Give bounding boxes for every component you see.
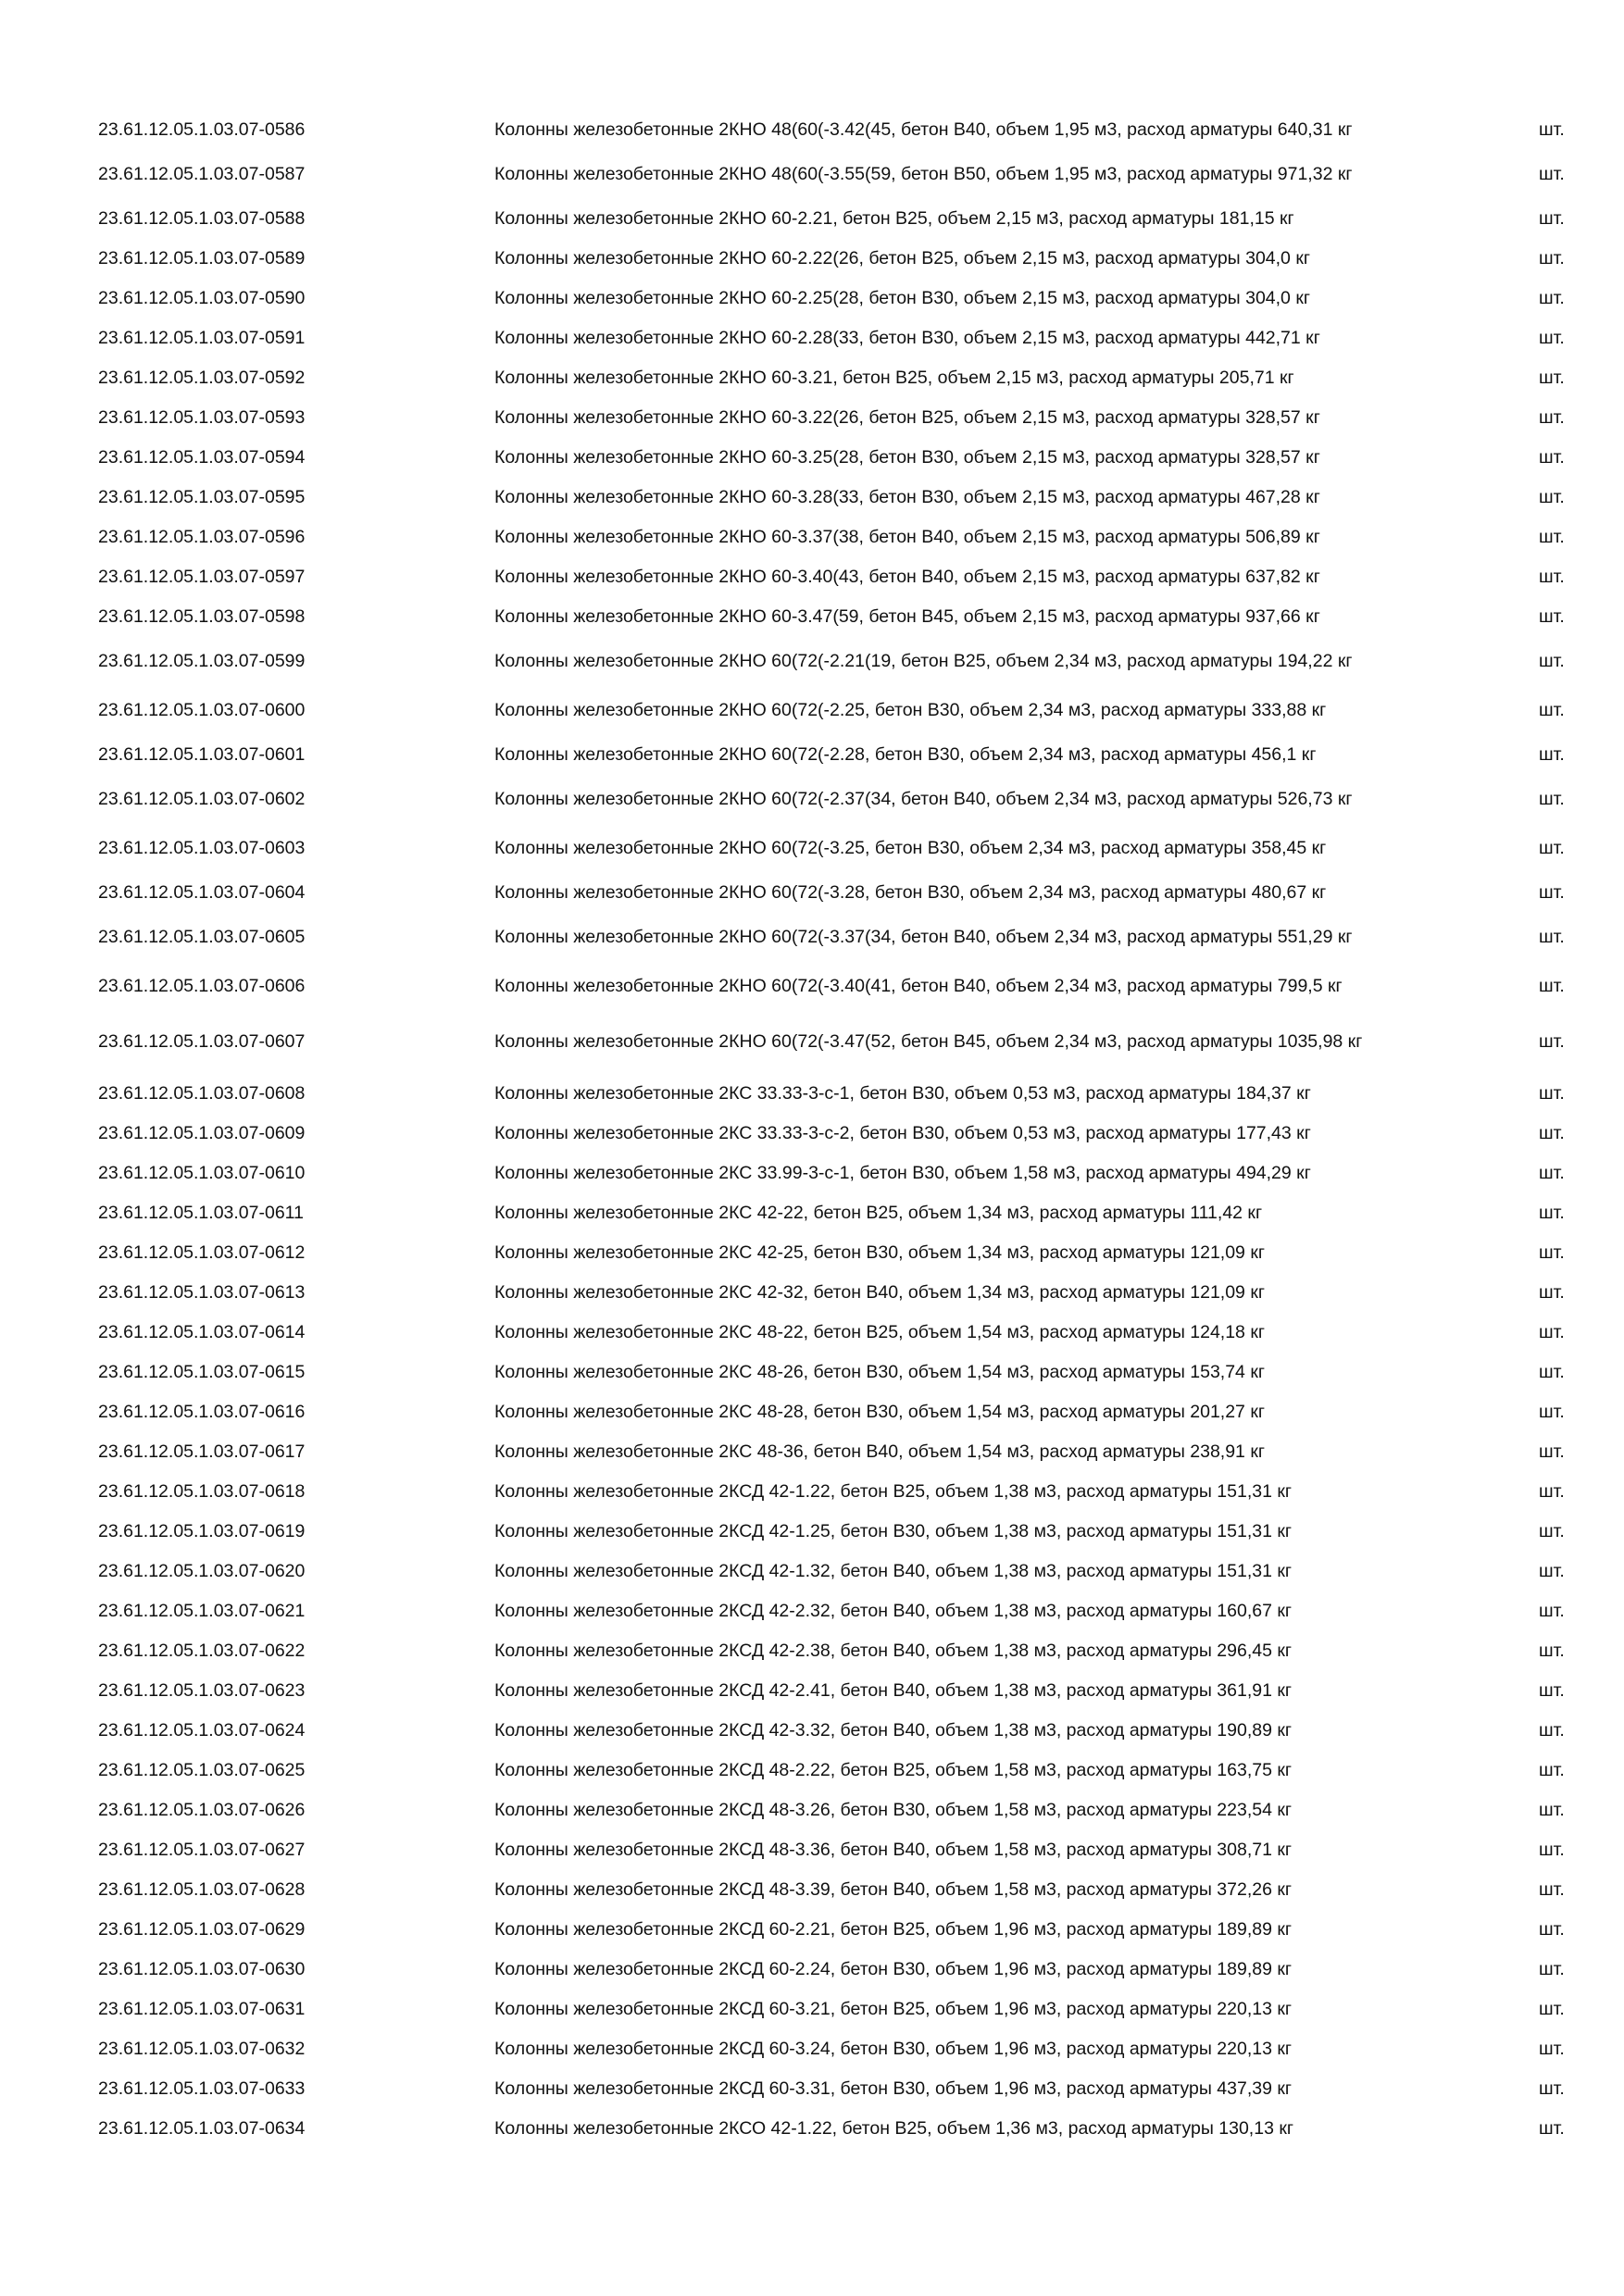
row-name: Колонны железобетонные 2КСД 42-2.38, бетон В40, объем 1,38 м3, расход арматуры 296,45 кг <box>494 1640 1293 1661</box>
table-row <box>0 1591 1624 1630</box>
table-row <box>0 774 1624 823</box>
row-unit: шт. <box>1539 327 1565 348</box>
row-unit: шт. <box>1539 1520 1565 1541</box>
row-name: Колонны железобетонные 2КНО 60-2.22(26, бетон В25, объем 2,15 м3, расход арматуры 304,0 кг <box>494 247 1310 268</box>
row-unit: шт. <box>1539 1600 1565 1621</box>
row-unit: шт. <box>1539 119 1565 140</box>
row-name: Колонны железобетонные 2КСД 42-2.41, бетон В40, объем 1,38 м3, расход арматуры 361,91 кг <box>494 1679 1293 1701</box>
row-unit: шт. <box>1539 1281 1565 1303</box>
row-name: Колонны железобетонные 2КС 42-32, бетон В40, объем 1,34 м3, расход арматуры 121,09 кг <box>494 1281 1265 1303</box>
row-name: Колонны железобетонные 2КС 48-26, бетон В30, объем 1,54 м3, расход арматуры 153,74 кг <box>494 1361 1265 1382</box>
row-name: Колонны железобетонные 2КС 33.33-3-с-1, бетон В30, объем 0,53 м3, расход арматуры 184,37 кг <box>494 1082 1311 1104</box>
row-name: Колонны железобетонные 2КСД 42-2.32, бетон В40, объем 1,38 м3, расход арматуры 160,67 кг <box>494 1600 1293 1621</box>
row-code: 23.61.12.05.1.03.07-0617 <box>98 1441 306 1462</box>
table-row <box>0 278 1624 318</box>
row-code: 23.61.12.05.1.03.07-0621 <box>98 1600 306 1621</box>
table-row <box>0 2028 1624 2068</box>
table-row <box>0 1670 1624 1710</box>
row-unit: шт. <box>1539 1839 1565 1860</box>
row-code: 23.61.12.05.1.03.07-0587 <box>98 163 306 184</box>
price-table <box>0 109 1624 2148</box>
table-row <box>0 198 1624 238</box>
table-row <box>0 912 1624 961</box>
row-code: 23.61.12.05.1.03.07-0611 <box>98 1202 304 1223</box>
row-name: Колонны железобетонные 2КНО 60(72(-2.25, бетон В30, объем 2,34 м3, расход арматуры 333,88 кг <box>494 699 1327 720</box>
table-row <box>0 1073 1624 1113</box>
row-unit: шт. <box>1539 1321 1565 1342</box>
row-name: Колонны железобетонные 2КНО 60-2.21, бетон В25, объем 2,15 м3, расход арматуры 181,15 кг <box>494 207 1294 229</box>
row-name: Колонны железобетонные 2КСД 48-2.22, бетон В25, объем 1,58 м3, расход арматуры 163,75 кг <box>494 1759 1293 1780</box>
table-row <box>0 109 1624 149</box>
row-unit: шт. <box>1539 406 1565 428</box>
table-row <box>0 1989 1624 2028</box>
row-unit: шт. <box>1539 1719 1565 1741</box>
row-code: 23.61.12.05.1.03.07-0586 <box>98 119 306 140</box>
row-name: Колонны железобетонные 2КСД 42-1.32, бетон В40, объем 1,38 м3, расход арматуры 151,31 кг <box>494 1560 1293 1581</box>
row-unit: шт. <box>1539 1918 1565 1940</box>
row-code: 23.61.12.05.1.03.07-0624 <box>98 1719 306 1741</box>
table-row <box>0 1869 1624 1909</box>
row-name: Колонны железобетонные 2КНО 60(72(-2.21(19, бетон В25, объем 2,34 м3, расход арматуры 194,22 кг <box>494 650 1353 671</box>
table-row <box>0 1829 1624 1869</box>
table-row <box>0 1312 1624 1352</box>
row-unit: шт. <box>1539 1361 1565 1382</box>
row-code: 23.61.12.05.1.03.07-0618 <box>98 1480 306 1502</box>
row-name: Колонны железобетонные 2КНО 60(72(-3.28, бетон В30, объем 2,34 м3, расход арматуры 480,67 кг <box>494 881 1327 903</box>
table-row <box>0 1232 1624 1272</box>
table-row <box>0 477 1624 517</box>
row-unit: шт. <box>1539 926 1565 947</box>
row-code: 23.61.12.05.1.03.07-0595 <box>98 486 306 507</box>
row-name: Колонны железобетонные 2КСД 48-3.36, бетон В40, объем 1,58 м3, расход арматуры 308,71 кг <box>494 1839 1293 1860</box>
row-name: Колонны железобетонные 2КНО 60(72(-3.25, бетон В30, объем 2,34 м3, расход арматуры 358,45 кг <box>494 837 1327 858</box>
row-code: 23.61.12.05.1.03.07-0592 <box>98 367 306 388</box>
row-code: 23.61.12.05.1.03.07-0596 <box>98 526 306 547</box>
table-row <box>0 636 1624 685</box>
table-row <box>0 1010 1624 1073</box>
row-unit: шт. <box>1539 699 1565 720</box>
row-name: Колонны железобетонные 2КНО 48(60(-3.55(59, бетон В50, объем 1,95 м3, расход арматуры 971,32 кг <box>494 163 1353 184</box>
table-row <box>0 556 1624 596</box>
row-unit: шт. <box>1539 1759 1565 1780</box>
table-row <box>0 517 1624 556</box>
row-unit: шт. <box>1539 605 1565 627</box>
row-unit: шт. <box>1539 367 1565 388</box>
row-code: 23.61.12.05.1.03.07-0603 <box>98 837 306 858</box>
row-name: Колонны железобетонные 2КНО 60(72(-3.40(41, бетон В40, объем 2,34 м3, расход арматуры 799,5 кг <box>494 975 1343 996</box>
table-row <box>0 1949 1624 1989</box>
row-name: Колонны железобетонные 2КСО 42-1.22, бетон В25, объем 1,36 м3, расход арматуры 130,13 кг <box>494 2117 1293 2139</box>
row-code: 23.61.12.05.1.03.07-0600 <box>98 699 306 720</box>
row-code: 23.61.12.05.1.03.07-0605 <box>98 926 306 947</box>
row-unit: шт. <box>1539 1162 1565 1183</box>
table-row <box>0 823 1624 872</box>
row-name: Колонны железобетонные 2КСД 42-1.22, бетон В25, объем 1,38 м3, расход арматуры 151,31 кг <box>494 1480 1293 1502</box>
row-code: 23.61.12.05.1.03.07-0616 <box>98 1401 306 1422</box>
row-name: Колонны железобетонные 2КНО 60(72(-3.37(34, бетон В40, объем 2,34 м3, расход арматуры 551,29 кг <box>494 926 1353 947</box>
table-row <box>0 1192 1624 1232</box>
row-code: 23.61.12.05.1.03.07-0625 <box>98 1759 306 1780</box>
row-code: 23.61.12.05.1.03.07-0598 <box>98 605 306 627</box>
row-name: Колонны железобетонные 2КНО 60-3.21, бетон В25, объем 2,15 м3, расход арматуры 205,71 кг <box>494 367 1294 388</box>
row-name: Колонны железобетонные 2КНО 60-3.28(33, бетон В30, объем 2,15 м3, расход арматуры 467,28 кг <box>494 486 1320 507</box>
row-unit: шт. <box>1539 1998 1565 2019</box>
table-row <box>0 685 1624 734</box>
row-unit: шт. <box>1539 1560 1565 1581</box>
row-name: Колонны железобетонные 2КСД 48-3.39, бетон В40, объем 1,58 м3, расход арматуры 372,26 кг <box>494 1878 1293 1900</box>
row-name: Колонны железобетонные 2КС 48-22, бетон В25, объем 1,54 м3, расход арматуры 124,18 кг <box>494 1321 1265 1342</box>
row-name: Колонны железобетонные 2КС 42-22, бетон В25, объем 1,34 м3, расход арматуры 111,42 кг <box>494 1202 1263 1223</box>
row-code: 23.61.12.05.1.03.07-0627 <box>98 1839 306 1860</box>
row-name: Колонны железобетонные 2КСД 42-1.25, бетон В30, объем 1,38 м3, расход арматуры 151,31 кг <box>494 1520 1293 1541</box>
row-unit: шт. <box>1539 207 1565 229</box>
row-code: 23.61.12.05.1.03.07-0609 <box>98 1122 306 1143</box>
row-name: Колонны железобетонные 2КНО 60-2.28(33, бетон В30, объем 2,15 м3, расход арматуры 442,71 кг <box>494 327 1320 348</box>
table-row <box>0 1431 1624 1471</box>
row-name: Колонны железобетонные 2КСД 60-3.21, бетон В25, объем 1,96 м3, расход арматуры 220,13 кг <box>494 1998 1293 2019</box>
table-row <box>0 1391 1624 1431</box>
row-code: 23.61.12.05.1.03.07-0594 <box>98 446 306 468</box>
row-unit: шт. <box>1539 526 1565 547</box>
row-unit: шт. <box>1539 2117 1565 2139</box>
row-name: Колонны железобетонные 2КНО 60-3.37(38, бетон В40, объем 2,15 м3, расход арматуры 506,89 кг <box>494 526 1320 547</box>
row-unit: шт. <box>1539 247 1565 268</box>
table-row <box>0 1750 1624 1790</box>
row-name: Колонны железобетонные 2КНО 60(72(-3.47(52, бетон В45, объем 2,34 м3, расход арматуры 1035,98 кг <box>494 1031 1363 1052</box>
table-row <box>0 1113 1624 1153</box>
row-name: Колонны железобетонные 2КНО 60(72(-2.28, бетон В30, объем 2,34 м3, расход арматуры 456,1 кг <box>494 743 1317 765</box>
table-row <box>0 2108 1624 2148</box>
row-unit: шт. <box>1539 1679 1565 1701</box>
row-code: 23.61.12.05.1.03.07-0620 <box>98 1560 306 1581</box>
row-code: 23.61.12.05.1.03.07-0622 <box>98 1640 306 1661</box>
row-unit: шт. <box>1539 2078 1565 2099</box>
row-name: Колонны железобетонные 2КС 33.33-3-с-2, бетон В30, объем 0,53 м3, расход арматуры 177,43 кг <box>494 1122 1311 1143</box>
row-code: 23.61.12.05.1.03.07-0591 <box>98 327 306 348</box>
row-name: Колонны железобетонные 2КСД 48-3.26, бетон В30, объем 1,58 м3, расход арматуры 223,54 кг <box>494 1799 1293 1820</box>
table-row <box>0 872 1624 912</box>
row-code: 23.61.12.05.1.03.07-0629 <box>98 1918 306 1940</box>
row-code: 23.61.12.05.1.03.07-0593 <box>98 406 306 428</box>
row-code: 23.61.12.05.1.03.07-0607 <box>98 1031 306 1052</box>
table-row <box>0 2068 1624 2108</box>
table-row <box>0 357 1624 397</box>
table-row <box>0 318 1624 357</box>
row-unit: шт. <box>1539 1441 1565 1462</box>
row-unit: шт. <box>1539 2038 1565 2059</box>
row-code: 23.61.12.05.1.03.07-0588 <box>98 207 306 229</box>
table-row <box>0 1272 1624 1312</box>
row-code: 23.61.12.05.1.03.07-0619 <box>98 1520 306 1541</box>
row-code: 23.61.12.05.1.03.07-0589 <box>98 247 306 268</box>
table-row <box>0 1352 1624 1391</box>
row-unit: шт. <box>1539 1958 1565 1979</box>
row-unit: шт. <box>1539 163 1565 184</box>
row-unit: шт. <box>1539 1082 1565 1104</box>
row-code: 23.61.12.05.1.03.07-0602 <box>98 788 306 809</box>
row-name: Колонны железобетонные 2КС 48-36, бетон В40, объем 1,54 м3, расход арматуры 238,91 кг <box>494 1441 1265 1462</box>
row-code: 23.61.12.05.1.03.07-0630 <box>98 1958 306 1979</box>
table-row <box>0 734 1624 774</box>
row-code: 23.61.12.05.1.03.07-0613 <box>98 1281 306 1303</box>
table-row <box>0 1790 1624 1829</box>
row-unit: шт. <box>1539 1878 1565 1900</box>
row-unit: шт. <box>1539 287 1565 308</box>
row-code: 23.61.12.05.1.03.07-0633 <box>98 2078 306 2099</box>
row-name: Колонны железобетонные 2КСД 60-3.31, бетон В30, объем 1,96 м3, расход арматуры 437,39 кг <box>494 2078 1293 2099</box>
table-row <box>0 238 1624 278</box>
row-unit: шт. <box>1539 1122 1565 1143</box>
table-row <box>0 1511 1624 1551</box>
table-row <box>0 397 1624 437</box>
row-unit: шт. <box>1539 446 1565 468</box>
row-code: 23.61.12.05.1.03.07-0604 <box>98 881 306 903</box>
table-row <box>0 1710 1624 1750</box>
row-unit: шт. <box>1539 1242 1565 1263</box>
row-unit: шт. <box>1539 1401 1565 1422</box>
row-name: Колонны железобетонные 2КНО 60-3.47(59, бетон В45, объем 2,15 м3, расход арматуры 937,66 кг <box>494 605 1320 627</box>
row-unit: шт. <box>1539 650 1565 671</box>
row-unit: шт. <box>1539 1480 1565 1502</box>
row-name: Колонны железобетонные 2КСД 60-2.21, бетон В25, объем 1,96 м3, расход арматуры 189,89 кг <box>494 1918 1293 1940</box>
row-unit: шт. <box>1539 1799 1565 1820</box>
row-name: Колонны железобетонные 2КС 42-25, бетон В30, объем 1,34 м3, расход арматуры 121,09 кг <box>494 1242 1265 1263</box>
table-row <box>0 149 1624 198</box>
row-unit: шт. <box>1539 1640 1565 1661</box>
row-name: Колонны железобетонные 2КС 48-28, бетон В30, объем 1,54 м3, расход арматуры 201,27 кг <box>494 1401 1265 1422</box>
row-code: 23.61.12.05.1.03.07-0606 <box>98 975 306 996</box>
table-row <box>0 1471 1624 1511</box>
row-unit: шт. <box>1539 486 1565 507</box>
row-code: 23.61.12.05.1.03.07-0610 <box>98 1162 306 1183</box>
row-name: Колонны железобетонные 2КСД 60-2.24, бетон В30, объем 1,96 м3, расход арматуры 189,89 кг <box>494 1958 1293 1979</box>
row-name: Колонны железобетонные 2КС 33.99-3-с-1, бетон В30, объем 1,58 м3, расход арматуры 494,29 кг <box>494 1162 1311 1183</box>
row-unit: шт. <box>1539 881 1565 903</box>
row-name: Колонны железобетонные 2КСД 42-3.32, бетон В40, объем 1,38 м3, расход арматуры 190,89 кг <box>494 1719 1293 1741</box>
row-unit: шт. <box>1539 743 1565 765</box>
table-row <box>0 596 1624 636</box>
row-code: 23.61.12.05.1.03.07-0615 <box>98 1361 306 1382</box>
row-code: 23.61.12.05.1.03.07-0612 <box>98 1242 306 1263</box>
row-unit: шт. <box>1539 566 1565 587</box>
row-name: Колонны железобетонные 2КНО 60(72(-2.37(34, бетон В40, объем 2,34 м3, расход арматуры 526,73 кг <box>494 788 1353 809</box>
row-unit: шт. <box>1539 1031 1565 1052</box>
row-name: Колонны железобетонные 2КСД 60-3.24, бетон В30, объем 1,96 м3, расход арматуры 220,13 кг <box>494 2038 1293 2059</box>
row-code: 23.61.12.05.1.03.07-0614 <box>98 1321 306 1342</box>
row-code: 23.61.12.05.1.03.07-0608 <box>98 1082 306 1104</box>
table-row <box>0 437 1624 477</box>
row-name: Колонны железобетонные 2КНО 60-3.22(26, бетон В25, объем 2,15 м3, расход арматуры 328,57 кг <box>494 406 1320 428</box>
row-name: Колонны железобетонные 2КНО 48(60(-3.42(45, бетон В40, объем 1,95 м3, расход арматуры 640,31 кг <box>494 119 1353 140</box>
row-code: 23.61.12.05.1.03.07-0599 <box>98 650 306 671</box>
table-row <box>0 1630 1624 1670</box>
row-code: 23.61.12.05.1.03.07-0623 <box>98 1679 306 1701</box>
table-row <box>0 961 1624 1010</box>
row-unit: шт. <box>1539 1202 1565 1223</box>
table-row <box>0 1551 1624 1591</box>
row-code: 23.61.12.05.1.03.07-0634 <box>98 2117 306 2139</box>
row-unit: шт. <box>1539 788 1565 809</box>
row-code: 23.61.12.05.1.03.07-0590 <box>98 287 306 308</box>
row-name: Колонны железобетонные 2КНО 60-2.25(28, бетон В30, объем 2,15 м3, расход арматуры 304,0 кг <box>494 287 1310 308</box>
row-name: Колонны железобетонные 2КНО 60-3.25(28, бетон В30, объем 2,15 м3, расход арматуры 328,57 кг <box>494 446 1320 468</box>
row-name: Колонны железобетонные 2КНО 60-3.40(43, бетон В40, объем 2,15 м3, расход арматуры 637,82 кг <box>494 566 1320 587</box>
row-code: 23.61.12.05.1.03.07-0628 <box>98 1878 306 1900</box>
row-code: 23.61.12.05.1.03.07-0631 <box>98 1998 306 2019</box>
row-unit: шт. <box>1539 837 1565 858</box>
row-code: 23.61.12.05.1.03.07-0626 <box>98 1799 306 1820</box>
row-code: 23.61.12.05.1.03.07-0597 <box>98 566 306 587</box>
row-unit: шт. <box>1539 975 1565 996</box>
row-code: 23.61.12.05.1.03.07-0632 <box>98 2038 306 2059</box>
table-row <box>0 1909 1624 1949</box>
table-row <box>0 1153 1624 1192</box>
row-code: 23.61.12.05.1.03.07-0601 <box>98 743 306 765</box>
